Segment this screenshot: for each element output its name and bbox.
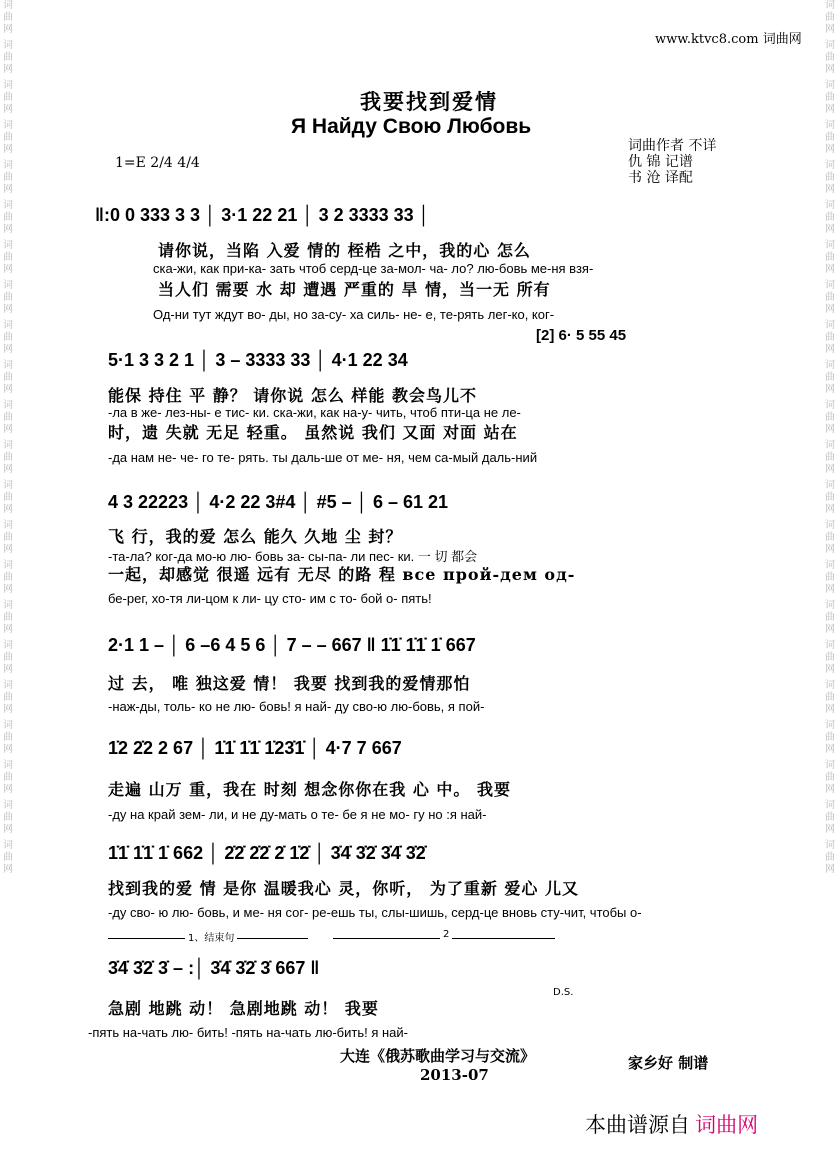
notation-line: 5·1 3 3 2 1 │ 3 – 3333 33 │ 4·1 22 34 (108, 350, 408, 370)
dal-segno-mark: D.S. (553, 987, 574, 998)
lyric-line-ru: -да нам не- че- го те- рять. ты даль-ше от ме- ня, чем са-мый даль-ний (108, 450, 538, 465)
lyric-line-ru: -пять на-чать лю- бить! -пять на-чать лю-бить! я най- (88, 1025, 408, 1040)
title-chinese: 我要找到爱情 (360, 89, 498, 114)
source-attribution (585, 1109, 758, 1139)
notation-line: ‖:0 0 333 3 3 │ 3·1 22 21 │ 3 2 3333 33 │ (95, 205, 430, 225)
lyric-line-ru: бе-рег, хо-тя ли-цом к ли- цу сто- им с то- бой о- пять! (108, 591, 432, 606)
footer-date: 2013-07 (420, 1066, 489, 1084)
lyric-line-ru: -та-ла? ког-да мо-ю лю- бовь за- сы-па- ли пес- ки. 一 切 都会 (108, 549, 478, 564)
watermark-url: www.ktvc8.com 词曲网 (655, 32, 802, 47)
side-watermark-left: 词曲网 词曲网 词曲网 词曲网 词曲网 词曲网 词曲网 词曲网 词曲网 词曲网 词曲网 词曲网 词曲网 词曲网 词曲网 词曲网 词曲网 词曲网 词曲网 词曲网 词曲网 词曲网 (3, 0, 13, 875)
lyric-line-ru: -наж-ды, толь- ко не лю- бовь! я най- ду сво-ю лю-бовь, я пой- (108, 699, 485, 714)
title-russian: Я Найду Свою Любовь (291, 115, 532, 138)
lyric-line-cn: 急剧 地跳 动！ 急剧地跳 动！ 我要 (108, 999, 379, 1018)
lyric-line-ru: ска-жи, как при-ка- зать чтоб серд-це за-мол- ча- ло? лю-бовь ме-ня взя- (153, 261, 594, 276)
credit-line: 仇 锦 记谱 (628, 154, 693, 170)
second-ending-notes: [2] 6· 5 55 45 (536, 327, 627, 344)
footer-maker: 家乡好 制谱 (628, 1054, 709, 1072)
credit-line: 书 沧 译配 (628, 170, 693, 186)
source-label: 本曲谱源自 (585, 1113, 690, 1137)
notation-line: 1̇1̇ 1̇1̇ 1̇ 662 │ 2̇2̇ 2̇2̇ 2̇ 1̇2̇ │ 3̇4̇ 3̇2̇ 3̇4̇ 3̇2̇ (108, 843, 426, 863)
lyric-line-cn: 请你说，当陷 入爱 情的 桎梏 之中，我的心 怎么 (158, 241, 531, 260)
credits (628, 138, 716, 186)
notation-line: 4 3 22223 │ 4·2 22 3#4 │ #5 – │ 6 – 61 21 (108, 492, 449, 512)
key-signature: 1=E 2/4 4/4 (115, 155, 200, 171)
notation-line: 2·1 1 – │ 6 –6 4 5 6 │ 7 – – 667 ‖ 1̇1̇ 1̇1̇ 1̇ 667 (108, 635, 476, 655)
volta-label-2: 2 (440, 929, 452, 940)
lyric-line-cn: 一起，却感觉 很遥 远有 无尽 的路 程 все прой-дем од- (108, 565, 576, 584)
lyric-line-ru: -ла в же- лез-ны- е тис- ки. ска-жи, как на-у- чить, чтоб пти-ца не ле- (108, 405, 521, 420)
lyric-line-cn: 时，遗 失就 无足 轻重。 虽然说 我们 又面 对面 站在 (108, 423, 518, 442)
side-watermark-right: 词曲网 词曲网 词曲网 词曲网 词曲网 词曲网 词曲网 词曲网 词曲网 词曲网 词曲网 词曲网 词曲网 词曲网 词曲网 词曲网 词曲网 词曲网 词曲网 词曲网 词曲网 词曲网 (825, 0, 835, 875)
credit-line: 词曲作者 不详 (628, 138, 717, 154)
source-brand-link[interactable]: 词曲网 (695, 1113, 759, 1137)
lyric-line-cn: 当人们 需要 水 却 遭遇 严重的 旱 情，当一无 所有 (158, 280, 551, 299)
lyric-line-cn: 能保 持住 平 静？ 请你说 怎么 样能 教会鸟儿不 (108, 386, 477, 405)
notation-line: 3̇4̇ 3̇2̇ 3̇ – :│ 3̇4̇ 3̇2̇ 3̇ 667 ‖ (108, 958, 320, 978)
lyric-line-ru: Од-ни тут ждут во- ды, но за-су- ха силь- не- е, те-рять лег-ко, ког- (153, 307, 555, 322)
lyric-line-cn: 找到我的爱 情 是你 温暖我心 灵，你听， 为了重新 爱心 儿又 (108, 879, 579, 898)
notation-line: 1̇2 2̇2 2 67 │ 1̇1̇ 1̇1̇ 1̇23̇1̇ │ 4·7 7 667 (108, 738, 402, 758)
volta-label-1: 1、结束句 (185, 929, 237, 944)
lyric-line-cn: 飞 行，我的爱 怎么 能久 久地 尘 封？ (108, 527, 403, 546)
lyric-line-cn: 走遍 山万 重，我在 时刻 想念你你在我 心 中。 我要 (108, 780, 511, 799)
footer-source: 大连《俄苏歌曲学习与交流》 (340, 1047, 536, 1065)
lyric-line-ru: -ду сво- ю лю- бовь, и ме- ня сог- ре-ешь ты, слы-шишь, серд-це вновь сту-чит, чтобы о- (108, 905, 642, 920)
lyric-line-cn: 过 去， 唯 独这爱 情！ 我要 找到我的爱情那怕 (108, 674, 471, 693)
lyric-line-ru: -ду на край зем- ли, и не ду-мать о те- бе я не мо- гу но :я най- (108, 807, 487, 822)
